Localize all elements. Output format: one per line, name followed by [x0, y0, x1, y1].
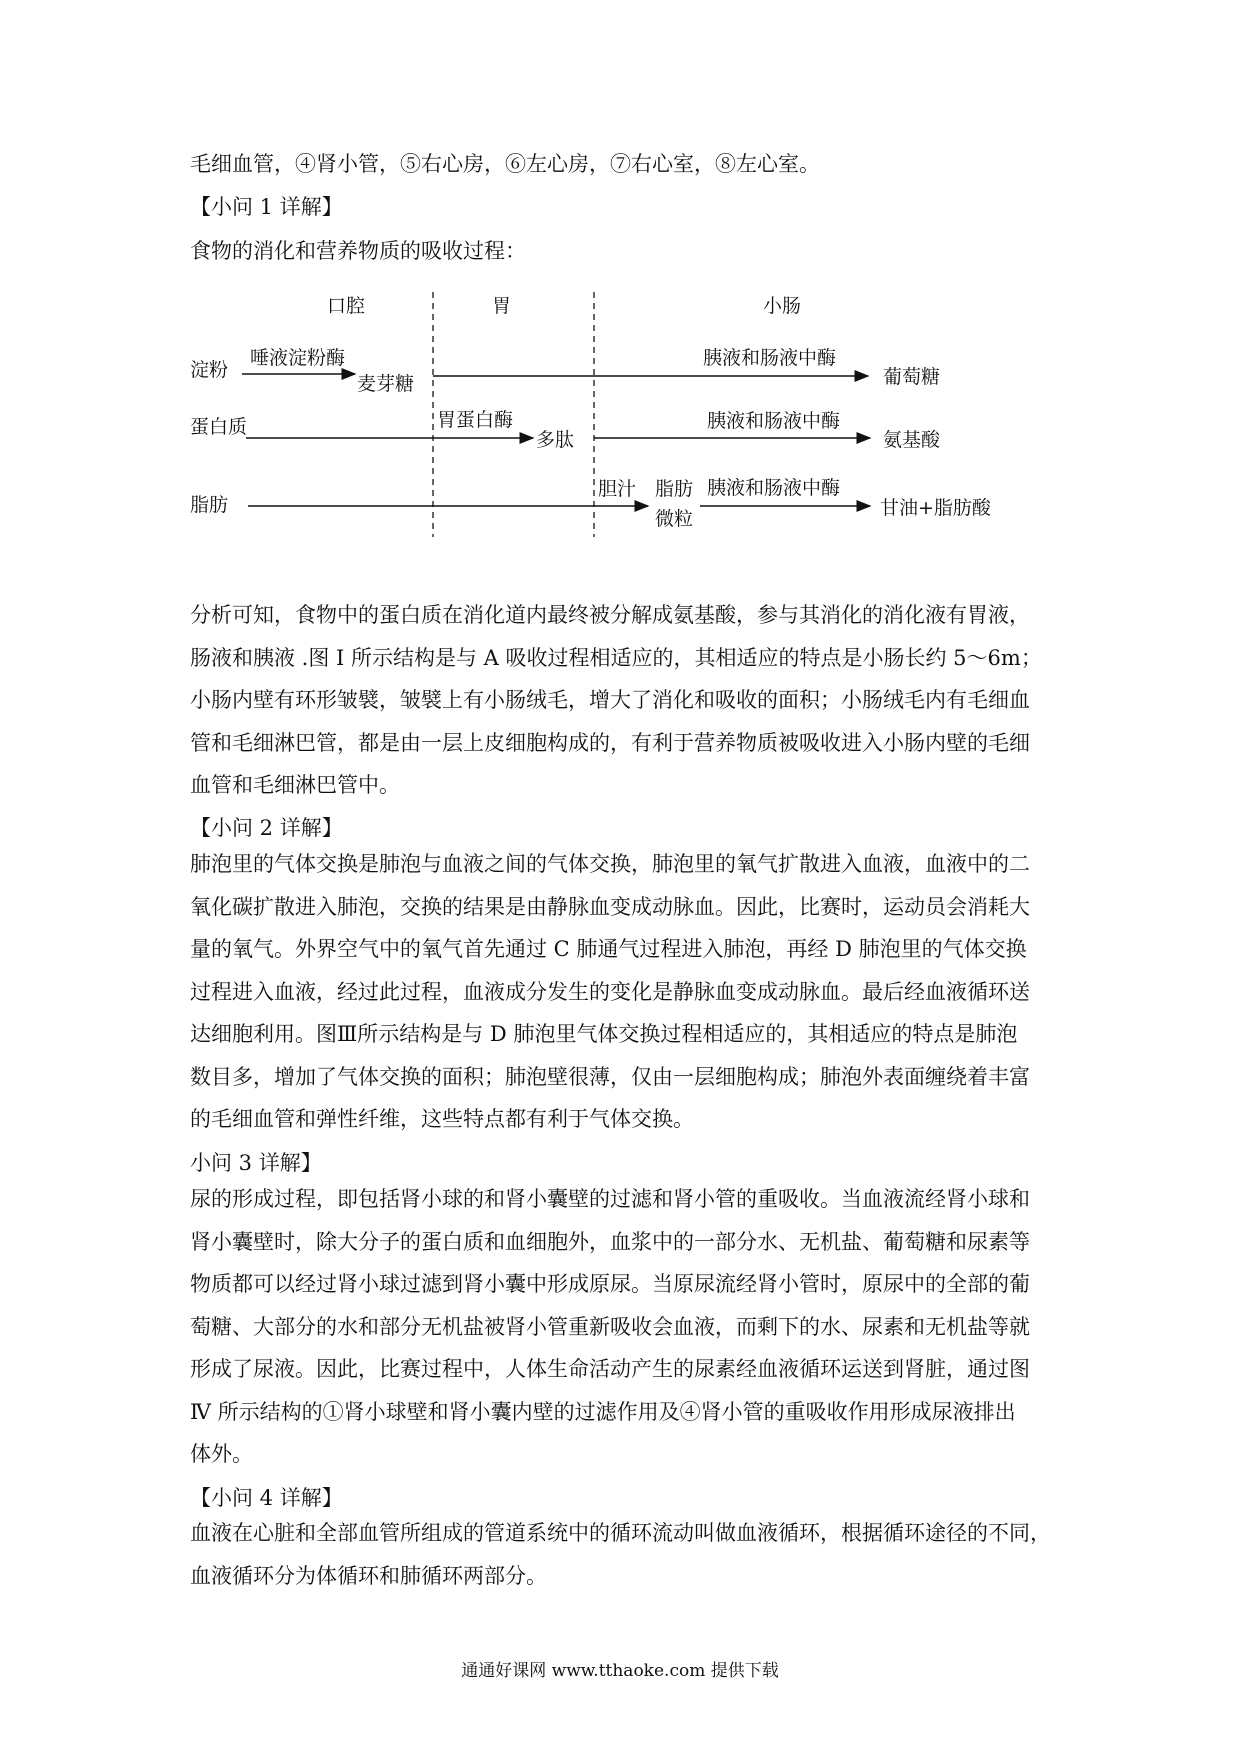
- text-line: 管和毛细淋巴管，都是由一层上皮细胞构成的，有利于营养物质被吸收进入小肠内壁的毛细: [190, 730, 1030, 755]
- text-line: 血管和毛细淋巴管中。: [190, 773, 400, 797]
- intermediate-fat: 脂肪: [655, 478, 694, 500]
- q1-heading: 【小问 1 详解】: [190, 195, 343, 219]
- product-glycerol-fatty-acid: 甘油+脂肪酸: [880, 497, 991, 519]
- text-line: 血液在心脏和全部血管所组成的管道系统中的循环流动叫做血液循环，根据循环途径的不同，: [190, 1521, 1051, 1545]
- substance-protein: 蛋白质: [190, 416, 248, 438]
- text-line: 数目多，增加了气体交换的面积；肺泡壁很薄，仅由一层细胞构成；肺泡外表面缠绕着丰富: [190, 1064, 1030, 1089]
- text-line: 肠液和胰液 .图 I 所示结构是与 A 吸收过程相适应的，其相适应的特点是小肠长约 5～6m；: [190, 645, 1042, 670]
- text-line: 体外。: [190, 1442, 253, 1466]
- enzyme-pancreatic-intestinal-1: 胰液和肠液中酶: [703, 347, 837, 369]
- q2-heading: 【小问 2 详解】: [190, 816, 343, 840]
- enzyme-pepsin: 胃蛋白酶: [437, 409, 514, 431]
- region-stomach: 胃: [492, 295, 512, 317]
- text-line: 量的氧气。外界空气中的氧气首先通过 C 肺通气过程进入肺泡，再经 D 肺泡里的气体交换: [190, 937, 1027, 961]
- q1-paragraph: [190, 594, 1055, 807]
- intermediate-polypeptide: 多肽: [536, 429, 575, 451]
- enzyme-bile: 胆汁: [598, 478, 637, 500]
- enzyme-pancreatic-intestinal-2: 胰液和肠液中酶: [707, 410, 841, 432]
- region-mouth: 口腔: [327, 295, 366, 317]
- text-line: 肾小囊壁时，除大分子的蛋白质和血细胞外，血浆中的一部分水、无机盐、葡萄糖和尿素等: [190, 1229, 1030, 1254]
- q3-heading: 小问 3 详解】: [190, 1151, 322, 1175]
- text-line: 的毛细血管和弹性纤维，这些特点都有利于气体交换。: [190, 1107, 694, 1131]
- product-amino-acid: 氨基酸: [883, 429, 941, 451]
- intermediate-maltose: 麦芽糖: [357, 373, 415, 395]
- text-line: Ⅳ 所示结构的①肾小球壁和肾小囊内壁的过滤作用及④肾小管的重吸收作用形成尿液排出: [190, 1399, 1016, 1424]
- text-line: 小肠内壁有环形皱襞，皱襞上有小肠绒毛，增大了消化和吸收的面积；小肠绒毛内有毛细血: [190, 688, 1030, 712]
- q1-intro: 食物的消化和营养物质的吸收过程：: [190, 239, 526, 263]
- q4-paragraph: [190, 1512, 1055, 1597]
- text-line: 氧化碳扩散进入肺泡，交换的结果是由静脉血变成动脉血。因此，比赛时，运动员会消耗大: [190, 894, 1030, 919]
- top-line: 毛细血管，④肾小管，⑤右心房，⑥左心房，⑦右心室，⑧左心室。: [190, 152, 820, 176]
- product-glucose: 葡萄糖: [883, 366, 941, 388]
- substance-fat: 脂肪: [190, 494, 229, 516]
- region-small-intestine: 小肠: [763, 295, 802, 317]
- q3-paragraph: [190, 1178, 1055, 1476]
- text-line: 达细胞利用。图Ⅲ所示结构是与 D 肺泡里气体交换过程相适应的，其相适应的特点是肺泡: [190, 1022, 1018, 1046]
- text-line: 过程进入血液，经过此过程，血液成分发生的变化是静脉血变成动脉血。最后经血液循环送: [190, 979, 1030, 1004]
- text-line: 血液循环分为体循环和肺循环两部分。: [190, 1563, 547, 1588]
- text-line: 肺泡里的气体交换是肺泡与血液之间的气体交换，肺泡里的氧气扩散进入血液，血液中的二: [190, 852, 1030, 876]
- q2-paragraph: [190, 843, 1055, 1141]
- text-line: 尿的形成过程，即包括肾小球的和肾小囊壁的过滤和肾小管的重吸收。当血液流经肾小球和: [190, 1187, 1030, 1211]
- q4-heading: 【小问 4 详解】: [190, 1486, 343, 1510]
- page-footer: 通通好课网 www.tthaoke.com 提供下载: [461, 1661, 779, 1681]
- substance-starch: 淀粉: [190, 359, 229, 381]
- enzyme-pancreatic-intestinal-3: 胰液和肠液中酶: [707, 477, 841, 499]
- text-line: 物质都可以经过肾小球过滤到肾小囊中形成原尿。当原尿流经肾小管时，原尿中的全部的葡: [190, 1272, 1030, 1296]
- digestion-diagram: [0, 282, 1240, 572]
- text-line: 分析可知，食物中的蛋白质在消化道内最终被分解成氨基酸，参与其消化的消化液有胃液，: [190, 603, 1030, 627]
- text-line: 形成了尿液。因此，比赛过程中，人体生命活动产生的尿素经血液循环运送到肾脏，通过图: [190, 1357, 1030, 1381]
- intermediate-droplets: 微粒: [655, 508, 694, 530]
- text-line: 萄糖、大部分的水和部分无机盐被肾小管重新吸收会血液，而剩下的水、尿素和无机盐等就: [190, 1314, 1030, 1339]
- enzyme-salivary-amylase: 唾液淀粉酶: [250, 347, 346, 369]
